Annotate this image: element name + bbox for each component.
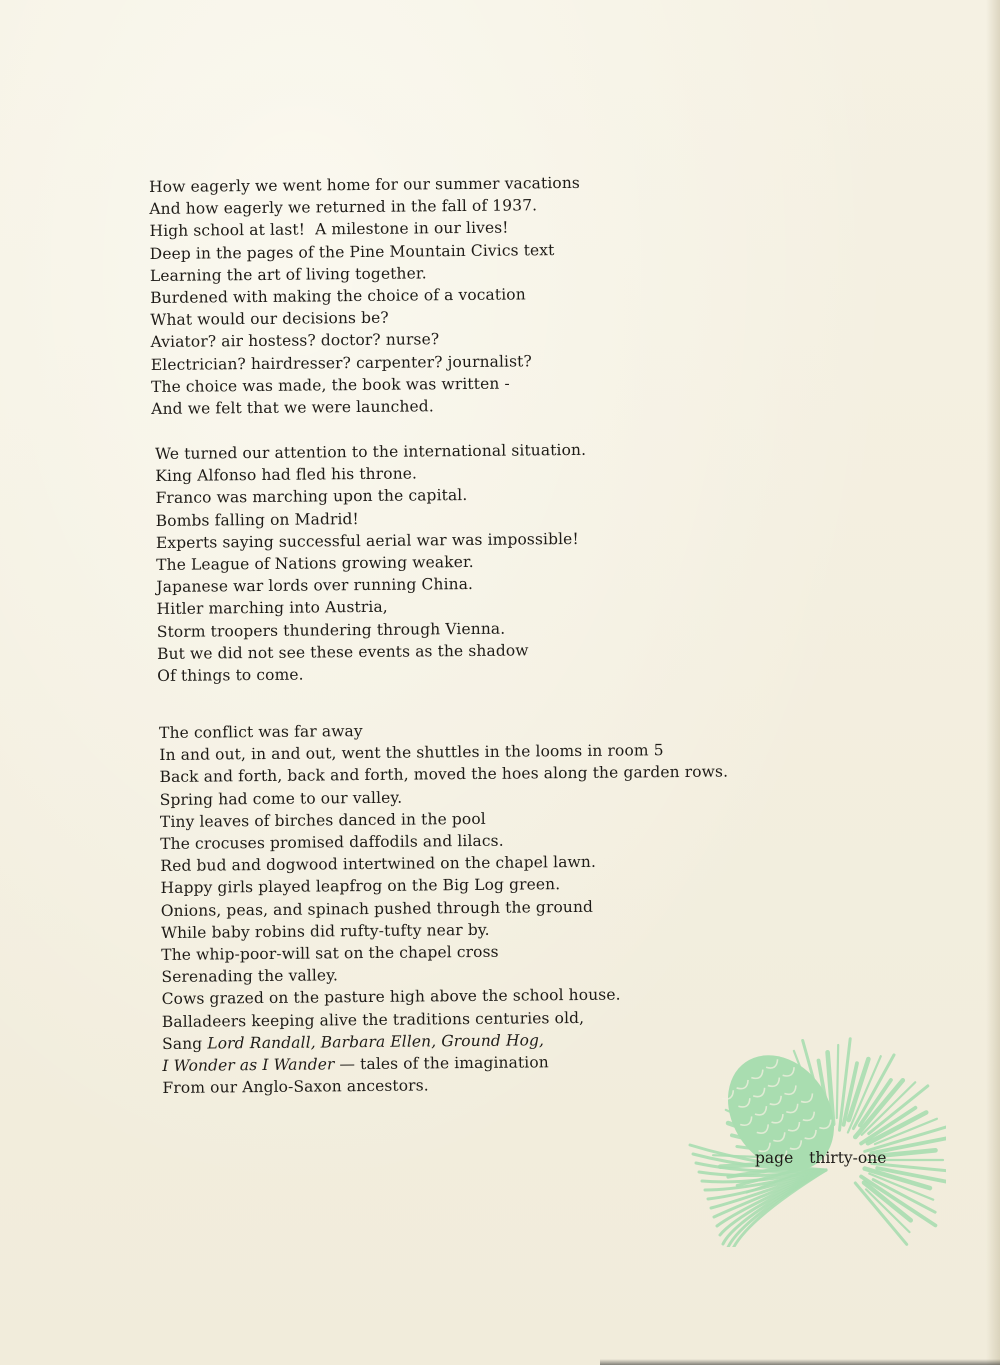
poem-line: Onions, peas, and spinach pushed through the ground xyxy=(160,897,594,920)
poem-line: The whip-poor-will sat on the chapel cross xyxy=(161,942,499,965)
poem-line: Hitler marching into Austria, xyxy=(156,598,388,619)
poem-line: And we felt that we were launched. xyxy=(151,397,434,419)
poem-line: Cows grazed on the pasture high above the school house. xyxy=(161,986,621,1009)
stanza-3 xyxy=(159,717,731,1100)
poem-line: Franco was marching upon the capital. xyxy=(155,486,468,508)
poem-line: High school at last! A milestone in our lives! xyxy=(149,218,509,241)
poem-line: Experts saying successful aerial war was impossible! xyxy=(155,529,579,552)
poem-line: Red bud and dogwood intertwined on the chapel lawn. xyxy=(160,853,597,876)
line-prefix: Sang xyxy=(162,1034,208,1053)
poem-line: Spring had come to our valley. xyxy=(159,788,403,809)
poem-line: Japanese war lords over running China. xyxy=(156,575,474,597)
poem-line: Electrician? hairdresser? carpenter? journalist? xyxy=(150,351,532,374)
ballad-titles: Lord Randall, Barbara Ellen, Ground Hog, xyxy=(207,1031,545,1053)
poem-line: Bombs falling on Madrid! xyxy=(155,509,359,530)
poem-line: Storm troopers thundering through Vienna. xyxy=(156,619,506,641)
poem-line: We turned our attention to the international situation. xyxy=(155,440,587,463)
poem-line: How eagerly we went home for our summer vacations xyxy=(149,173,581,196)
poem-line: The crocuses promised daffodils and lilacs. xyxy=(160,831,504,854)
poem-line: Of things to come. xyxy=(157,665,304,686)
poem-line: Balladeers keeping alive the traditions centuries old, xyxy=(161,1008,585,1031)
poem-line: And how eagerly we returned in the fall of 1937. xyxy=(149,196,538,219)
page-bottom-shadow xyxy=(600,1359,1000,1365)
poem-line: The choice was made, the book was written - xyxy=(150,374,510,396)
ballad-title: I Wonder as I Wander xyxy=(162,1055,335,1076)
page-number: page thirty-one xyxy=(755,1149,887,1167)
poem-line: Back and forth, back and forth, moved the hoes along the garden rows. xyxy=(159,762,729,787)
poem-line: While baby robins did rufty-tufty near by. xyxy=(160,920,490,942)
poem-line: But we did not see these events as the shadow xyxy=(156,641,529,663)
poem-line: The League of Nations growing weaker. xyxy=(156,552,474,575)
stanza-1 xyxy=(149,172,582,420)
poem-line: Aviator? air hostess? doctor? nurse? xyxy=(150,330,440,352)
page-edge-shadow xyxy=(986,0,1000,1365)
poem-line: Learning the art of living together. xyxy=(149,264,427,285)
poem-line: The conflict was far away xyxy=(159,722,363,742)
line-rest: — tales of the imagination xyxy=(334,1053,549,1074)
poem-line: Deep in the pages of the Pine Mountain Civics text xyxy=(149,240,555,263)
pine-cone-icon xyxy=(686,1025,946,1247)
stanza-2 xyxy=(155,439,588,687)
poem-line: Serenading the valley. xyxy=(161,966,339,987)
poem-line: What would our decisions be? xyxy=(150,308,389,330)
poem-line: Happy girls played leapfrog on the Big Log green. xyxy=(160,875,561,898)
poem-line: King Alfonso had fled his throne. xyxy=(155,464,418,486)
pine-needle xyxy=(837,1045,838,1118)
poem-line: From our Anglo-Saxon ancestors. xyxy=(162,1076,429,1098)
poem-line: Tiny leaves of birches danced in the pool xyxy=(159,809,486,831)
poem-line: Burdened with making the choice of a vocation xyxy=(150,285,526,308)
poem-line: In and out, in and out, went the shuttles in the looms in room 5 xyxy=(159,741,664,765)
